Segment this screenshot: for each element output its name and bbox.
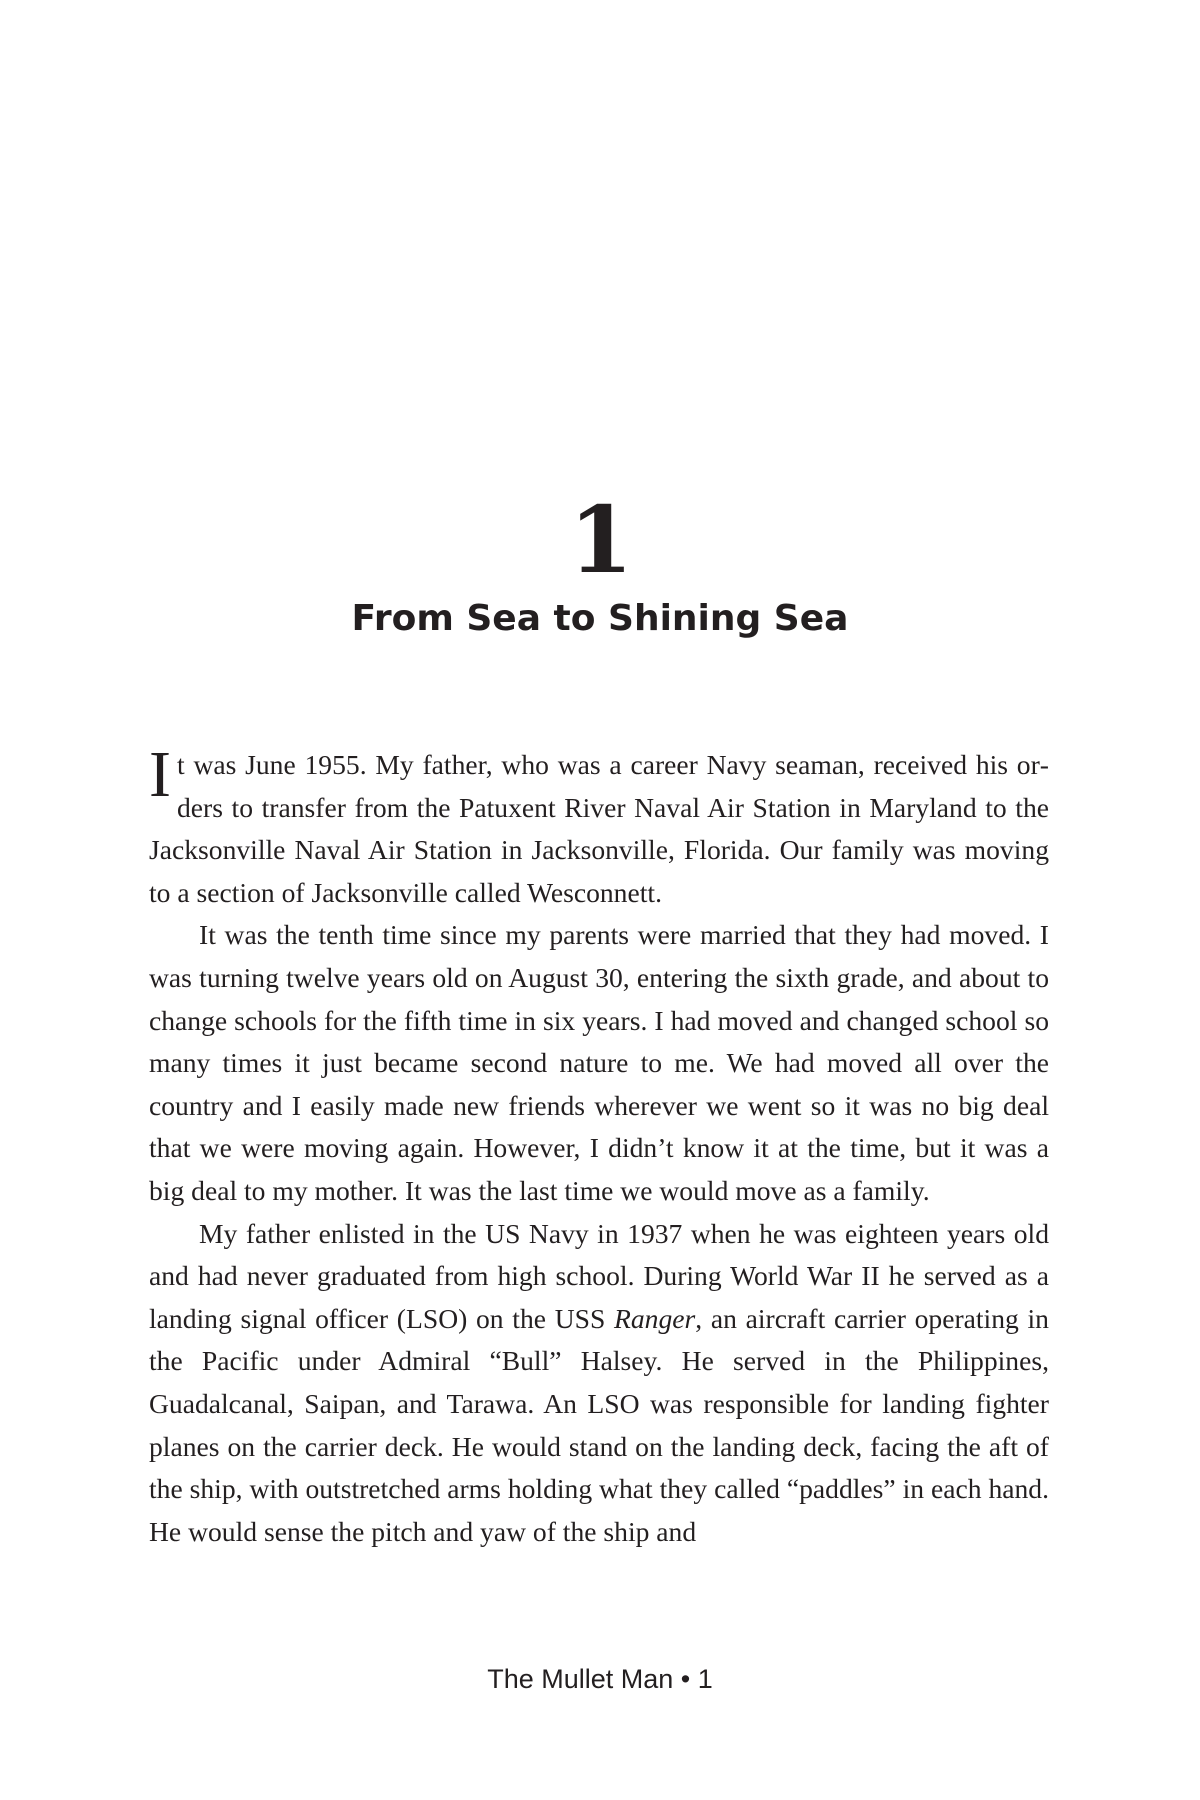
chapter-title: From Sea to Shining Sea [351,598,849,639]
paragraph-1-text: t was June 1955. My father, who was a career Navy seaman, received his orders to transfer from the Patuxent River Naval Air Station in Maryland to the Jacksonville Naval Air Station in Jacksonville, Florida. Our family was moving to a section of Jacksonville called Wesconnett. [149,749,1049,908]
paragraph-3 [149,1213,1049,1554]
chapter-number: 1 [568,486,631,594]
paragraph-3-text-b: , an aircraft carrier operating in the Pacific under Admiral “Bull” Halsey. He served in the Philippines, Guadalcanal, Saipan, and Tarawa. An LSO was responsible for landing fighter planes on the carrier deck. He would stand on the landing deck, facing the aft of the ship, with outstretched arms holding what they called “paddles” in each hand. He would sense the pitch and yaw of the ship and [149,1302,1049,1547]
page-footer: The Mullet Man • 1 [487,1664,713,1694]
paragraph-3-text-a: My father enlisted in the US Navy in 1937 when he was eighteen years old and had never graduated from high school. During World War II he served as a landing signal officer (LSO) on the USS [149,1217,1049,1334]
ship-name: Ranger [614,1302,696,1334]
body-text [149,738,1049,1553]
drop-cap: I [149,738,171,811]
paragraph-2: It was the tenth time since my parents were married that they had moved. I was turning twelve years old on August 30, entering the sixth grade, and about to change schools for the fifth time in six years. I had moved and changed school so many times it just became second nature to me. We had moved all over the country and I easily made new friends wherever we went so it was no big deal that we were moving again. However, I didn’t know it at the time, but it was a big deal to my mother. It was the last time we would move as a family. [149,919,1049,1206]
paragraph-1 [149,738,1049,914]
